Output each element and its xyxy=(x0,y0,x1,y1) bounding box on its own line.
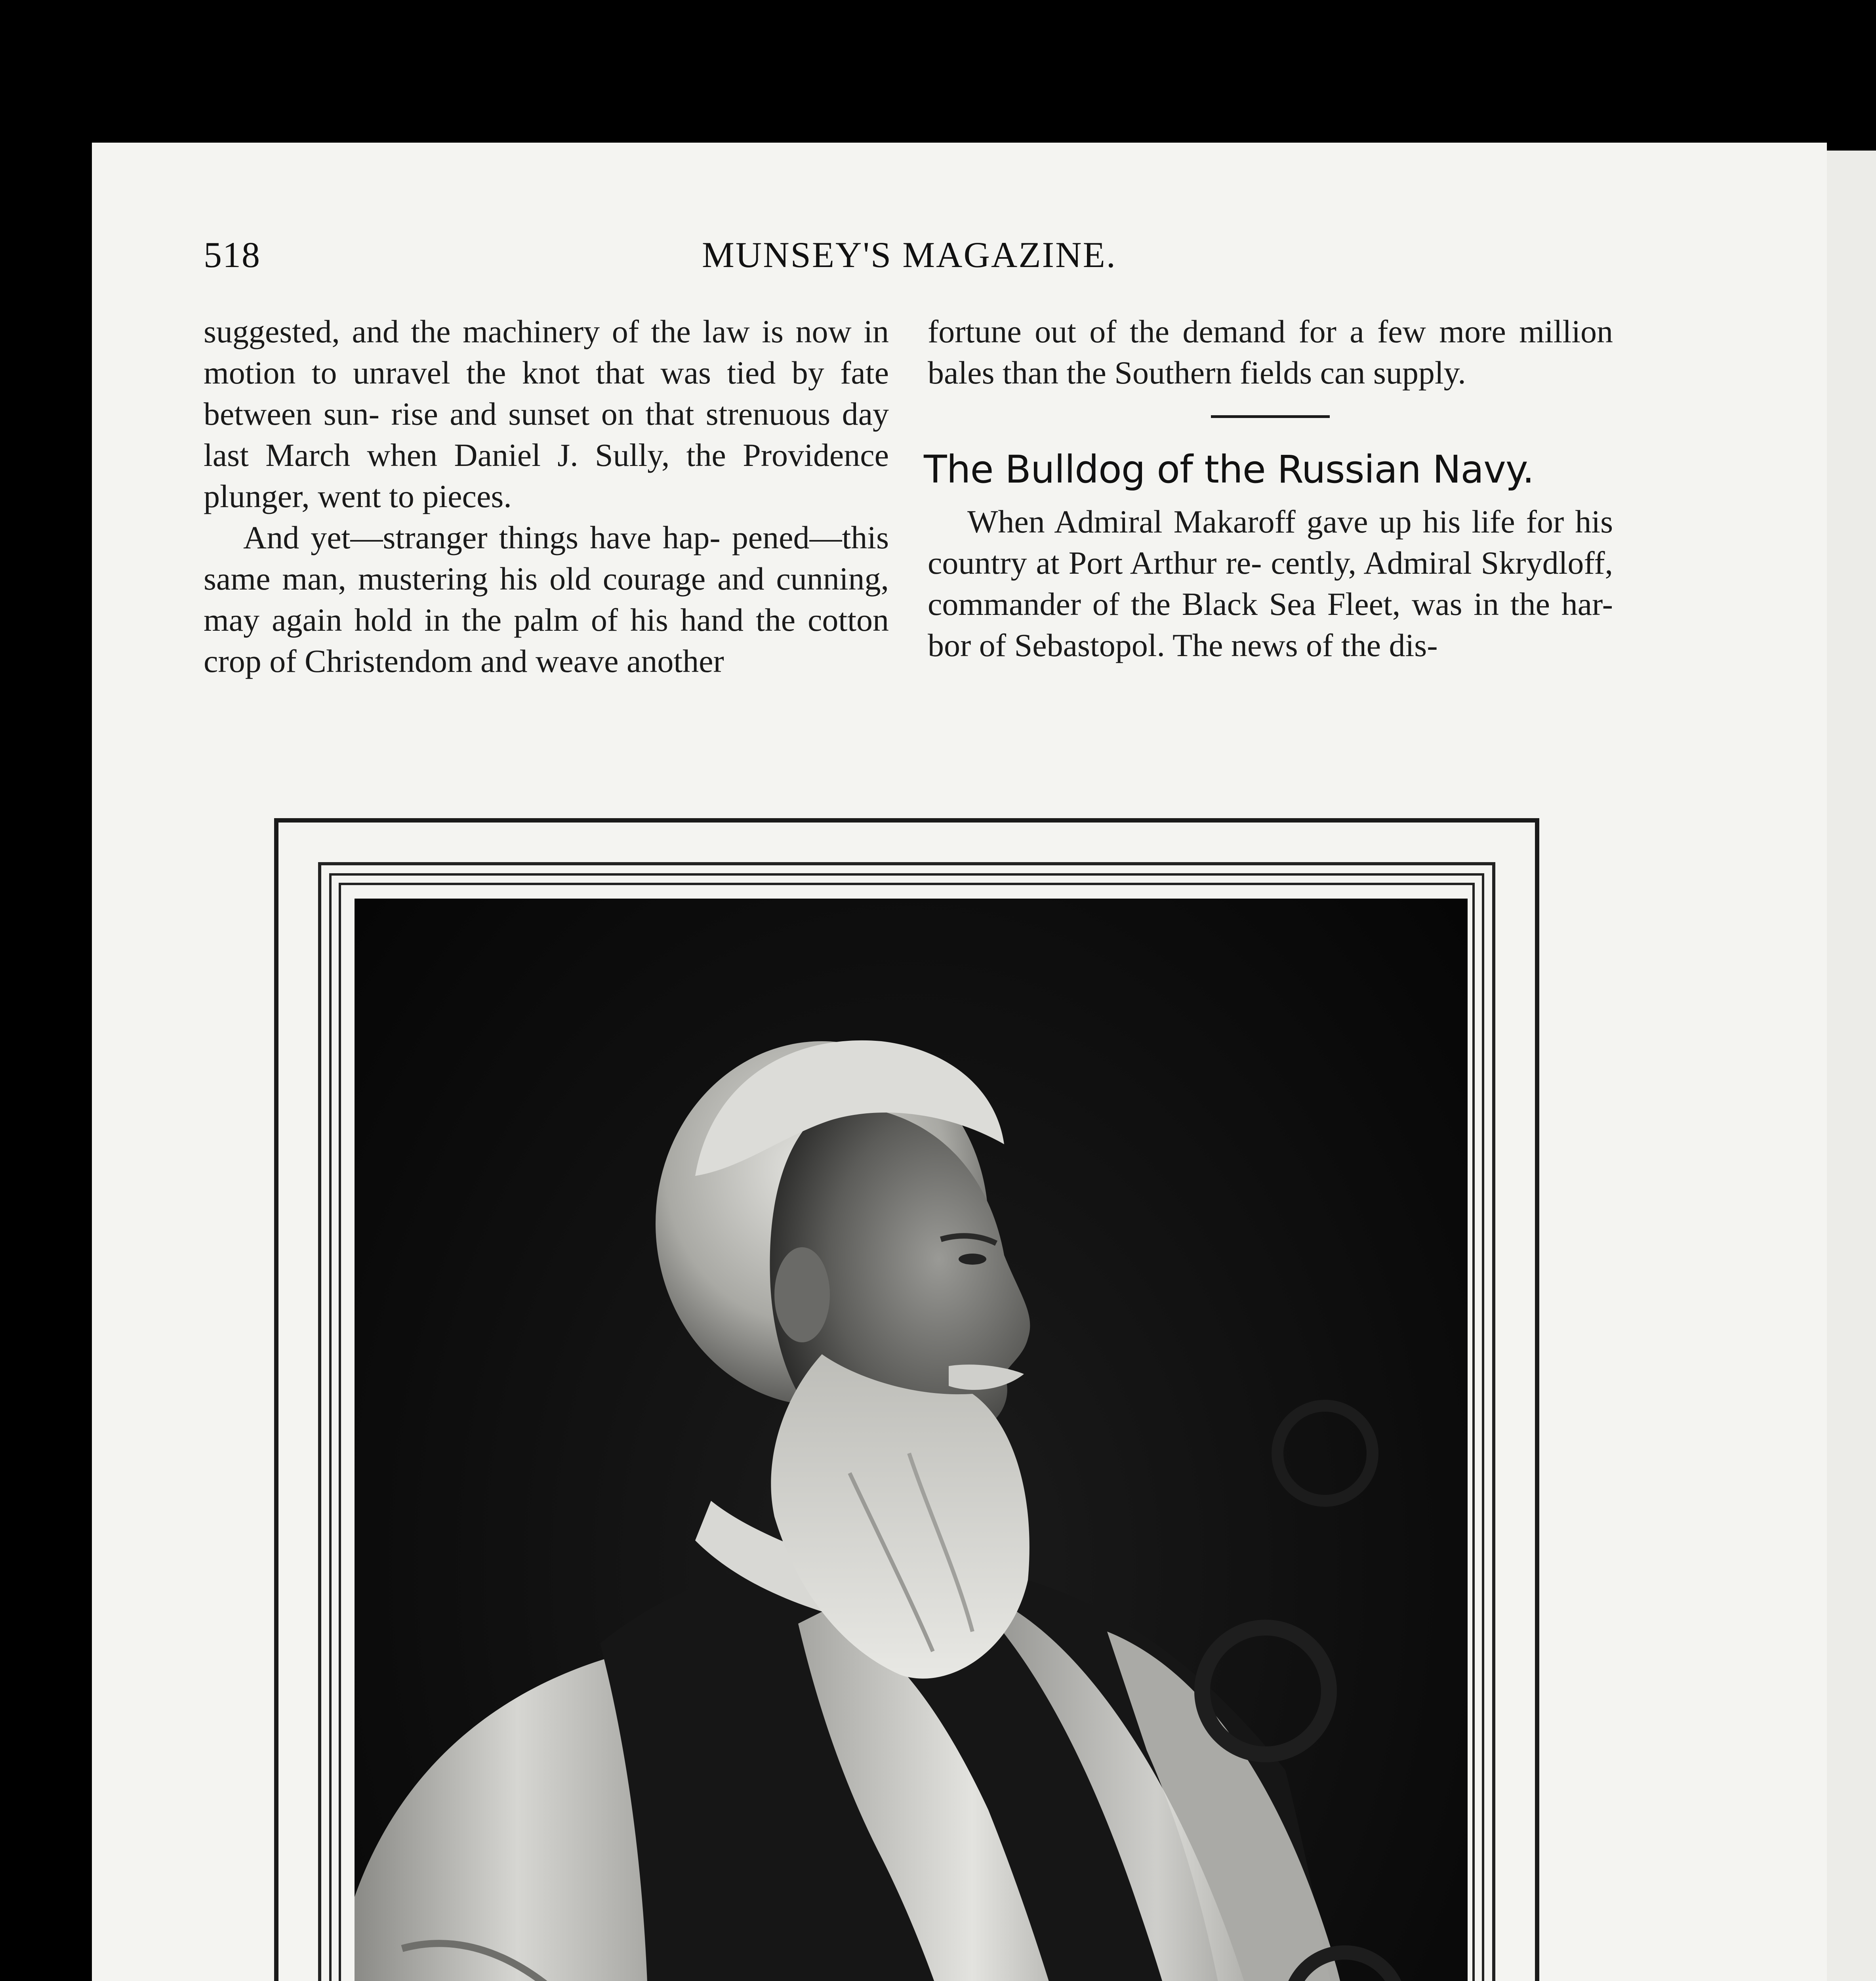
running-head xyxy=(92,234,1827,281)
paragraph-makaroff xyxy=(928,501,1613,666)
text-line: knot that was tied by fate between sun- xyxy=(204,355,889,432)
archbishop-portrait-illustration xyxy=(355,899,1468,1981)
text-line: Providence plunger, went to pieces. xyxy=(204,437,889,514)
paragraph-and-yet xyxy=(204,517,889,682)
text-line: rise and sunset on that strenuous day xyxy=(391,396,889,432)
section-divider xyxy=(1211,415,1330,418)
text-line: life for his country at Port Arthur re- xyxy=(928,504,1613,581)
left-column xyxy=(204,311,889,682)
text-line: And yet—stranger things have hap- xyxy=(243,519,721,555)
article-headline: The Bulldog of the Russian Navy. xyxy=(924,447,1534,492)
text-line: old courage and cunning, may again xyxy=(204,561,889,638)
text-line: of the Black Sea Fleet, was in the har- xyxy=(1092,586,1613,622)
text-line: suggested, and the machinery of the xyxy=(204,313,691,349)
right-column xyxy=(924,311,1613,666)
paragraph-sully-continued xyxy=(204,311,889,517)
magazine-title: MUNSEY'S MAGAZINE. xyxy=(702,235,1117,275)
text-line: more million bales than the Southern xyxy=(928,313,1613,391)
magazine-page xyxy=(92,143,1827,1981)
text-line: fields can supply. xyxy=(1239,355,1466,391)
text-line: crop of Christendom and weave another xyxy=(204,643,724,679)
portrait-photograph xyxy=(355,899,1468,1981)
text-line: law is now in motion to unravel the xyxy=(204,313,889,391)
text-line: last March when Daniel J. Sully, the xyxy=(204,437,726,473)
text-line: When Admiral Makaroff gave up his xyxy=(967,504,1461,540)
page-number: 518 xyxy=(204,235,261,275)
portrait-frame xyxy=(274,818,1539,1981)
text-line: cently, Admiral Skrydloff, commander xyxy=(928,545,1613,622)
text-line: fortune out of the demand for a few xyxy=(928,313,1426,349)
text-line: bor of Sebastopol. The news of the dis- xyxy=(928,627,1438,663)
paragraph-fortune xyxy=(928,311,1613,393)
text-line: pened—this same man, mustering his xyxy=(204,519,889,597)
text-line: hold in the palm of his hand the cotton xyxy=(354,602,889,638)
